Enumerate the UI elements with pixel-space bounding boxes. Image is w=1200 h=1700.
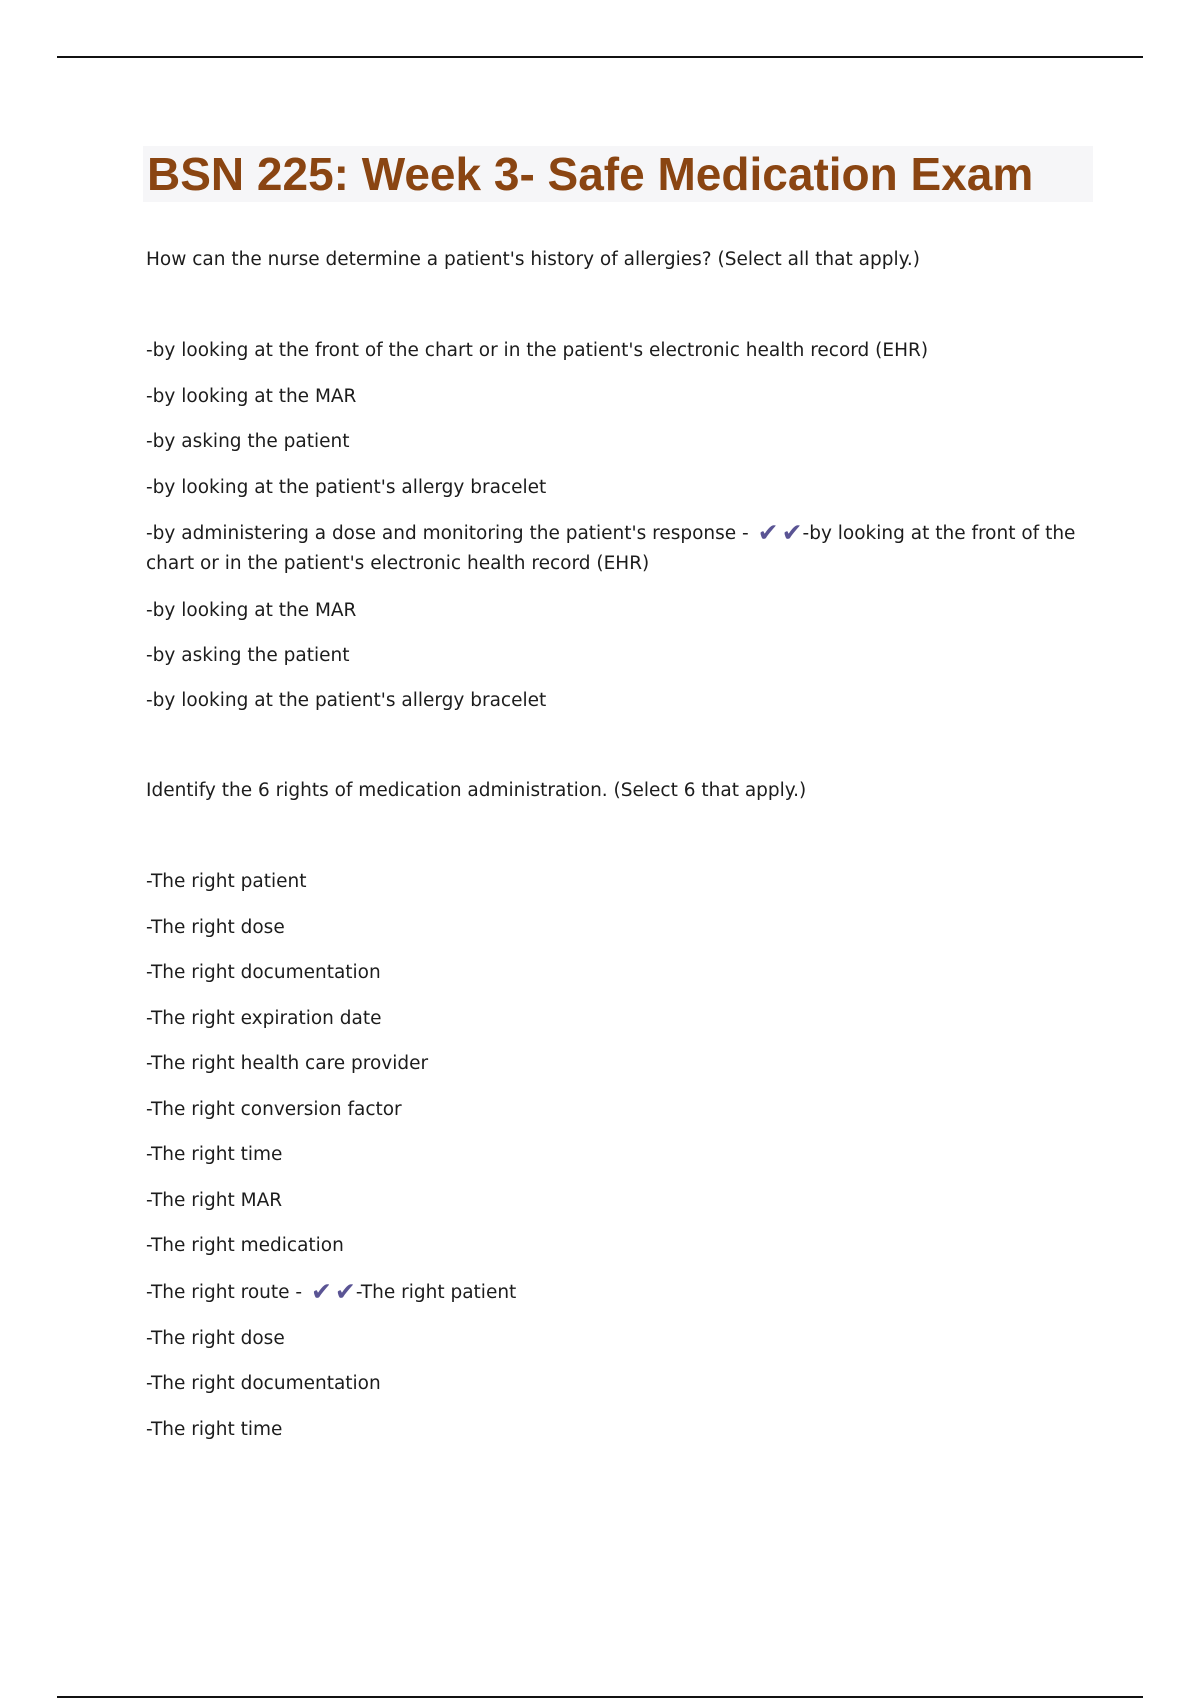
q2-option-3: -The right documentation bbox=[146, 962, 381, 983]
q2-option-8: -The right MAR bbox=[146, 1190, 283, 1211]
q2-option-10-with-answer bbox=[146, 1278, 516, 1308]
checkmark-icon: ✔ bbox=[334, 1277, 356, 1306]
q1-option-4: -by looking at the patient's allergy bracelet bbox=[146, 477, 547, 498]
q1-answer-2: -by looking at the MAR bbox=[146, 600, 357, 621]
q2-answer-2: -The right dose bbox=[146, 1328, 285, 1349]
q1-option-5-with-answer bbox=[146, 519, 1076, 579]
q1-option-1: -by looking at the front of the chart or in the patient's electronic health record (EHR) bbox=[146, 340, 929, 361]
q2-answer-4: -The right time bbox=[146, 1419, 283, 1440]
q1-answer-3: -by asking the patient bbox=[146, 645, 350, 666]
q1-option-2: -by looking at the MAR bbox=[146, 386, 357, 407]
title-banner bbox=[143, 146, 1093, 202]
checkmark-icon: ✔ bbox=[310, 1277, 332, 1306]
q2-option-7: -The right time bbox=[146, 1144, 283, 1165]
question-2-text: Identify the 6 rights of medication administration. (Select 6 that apply.) bbox=[146, 780, 807, 801]
q2-option-6: -The right conversion factor bbox=[146, 1099, 402, 1120]
q2-option-9: -The right medication bbox=[146, 1235, 344, 1256]
top-rule bbox=[57, 56, 1143, 58]
checkmark-icon: ✔ bbox=[781, 518, 803, 547]
bottom-rule bbox=[57, 1696, 1143, 1698]
q2-option-10: -The right route - bbox=[146, 1282, 303, 1303]
q1-answer-1: -by looking at the front of the chart or in the patient's electronic health record (EHR) bbox=[146, 523, 1076, 574]
q1-option-3: -by asking the patient bbox=[146, 431, 350, 452]
q2-option-5: -The right health care provider bbox=[146, 1053, 429, 1074]
checkmark-icon: ✔ bbox=[757, 518, 779, 547]
page-title: BSN 225: Week 3- Safe Medication Exam bbox=[147, 148, 1034, 200]
q1-option-5: -by administering a dose and monitoring the patient's response - bbox=[146, 523, 749, 544]
q2-answer-3: -The right documentation bbox=[146, 1373, 381, 1394]
q2-answer-1: -The right patient bbox=[355, 1282, 517, 1303]
q1-answer-4: -by looking at the patient's allergy bracelet bbox=[146, 690, 547, 711]
q2-option-4: -The right expiration date bbox=[146, 1008, 382, 1029]
question-1-text: How can the nurse determine a patient's history of allergies? (Select all that apply.) bbox=[146, 249, 920, 270]
q2-option-2: -The right dose bbox=[146, 917, 285, 938]
q2-option-1: -The right patient bbox=[146, 871, 307, 892]
